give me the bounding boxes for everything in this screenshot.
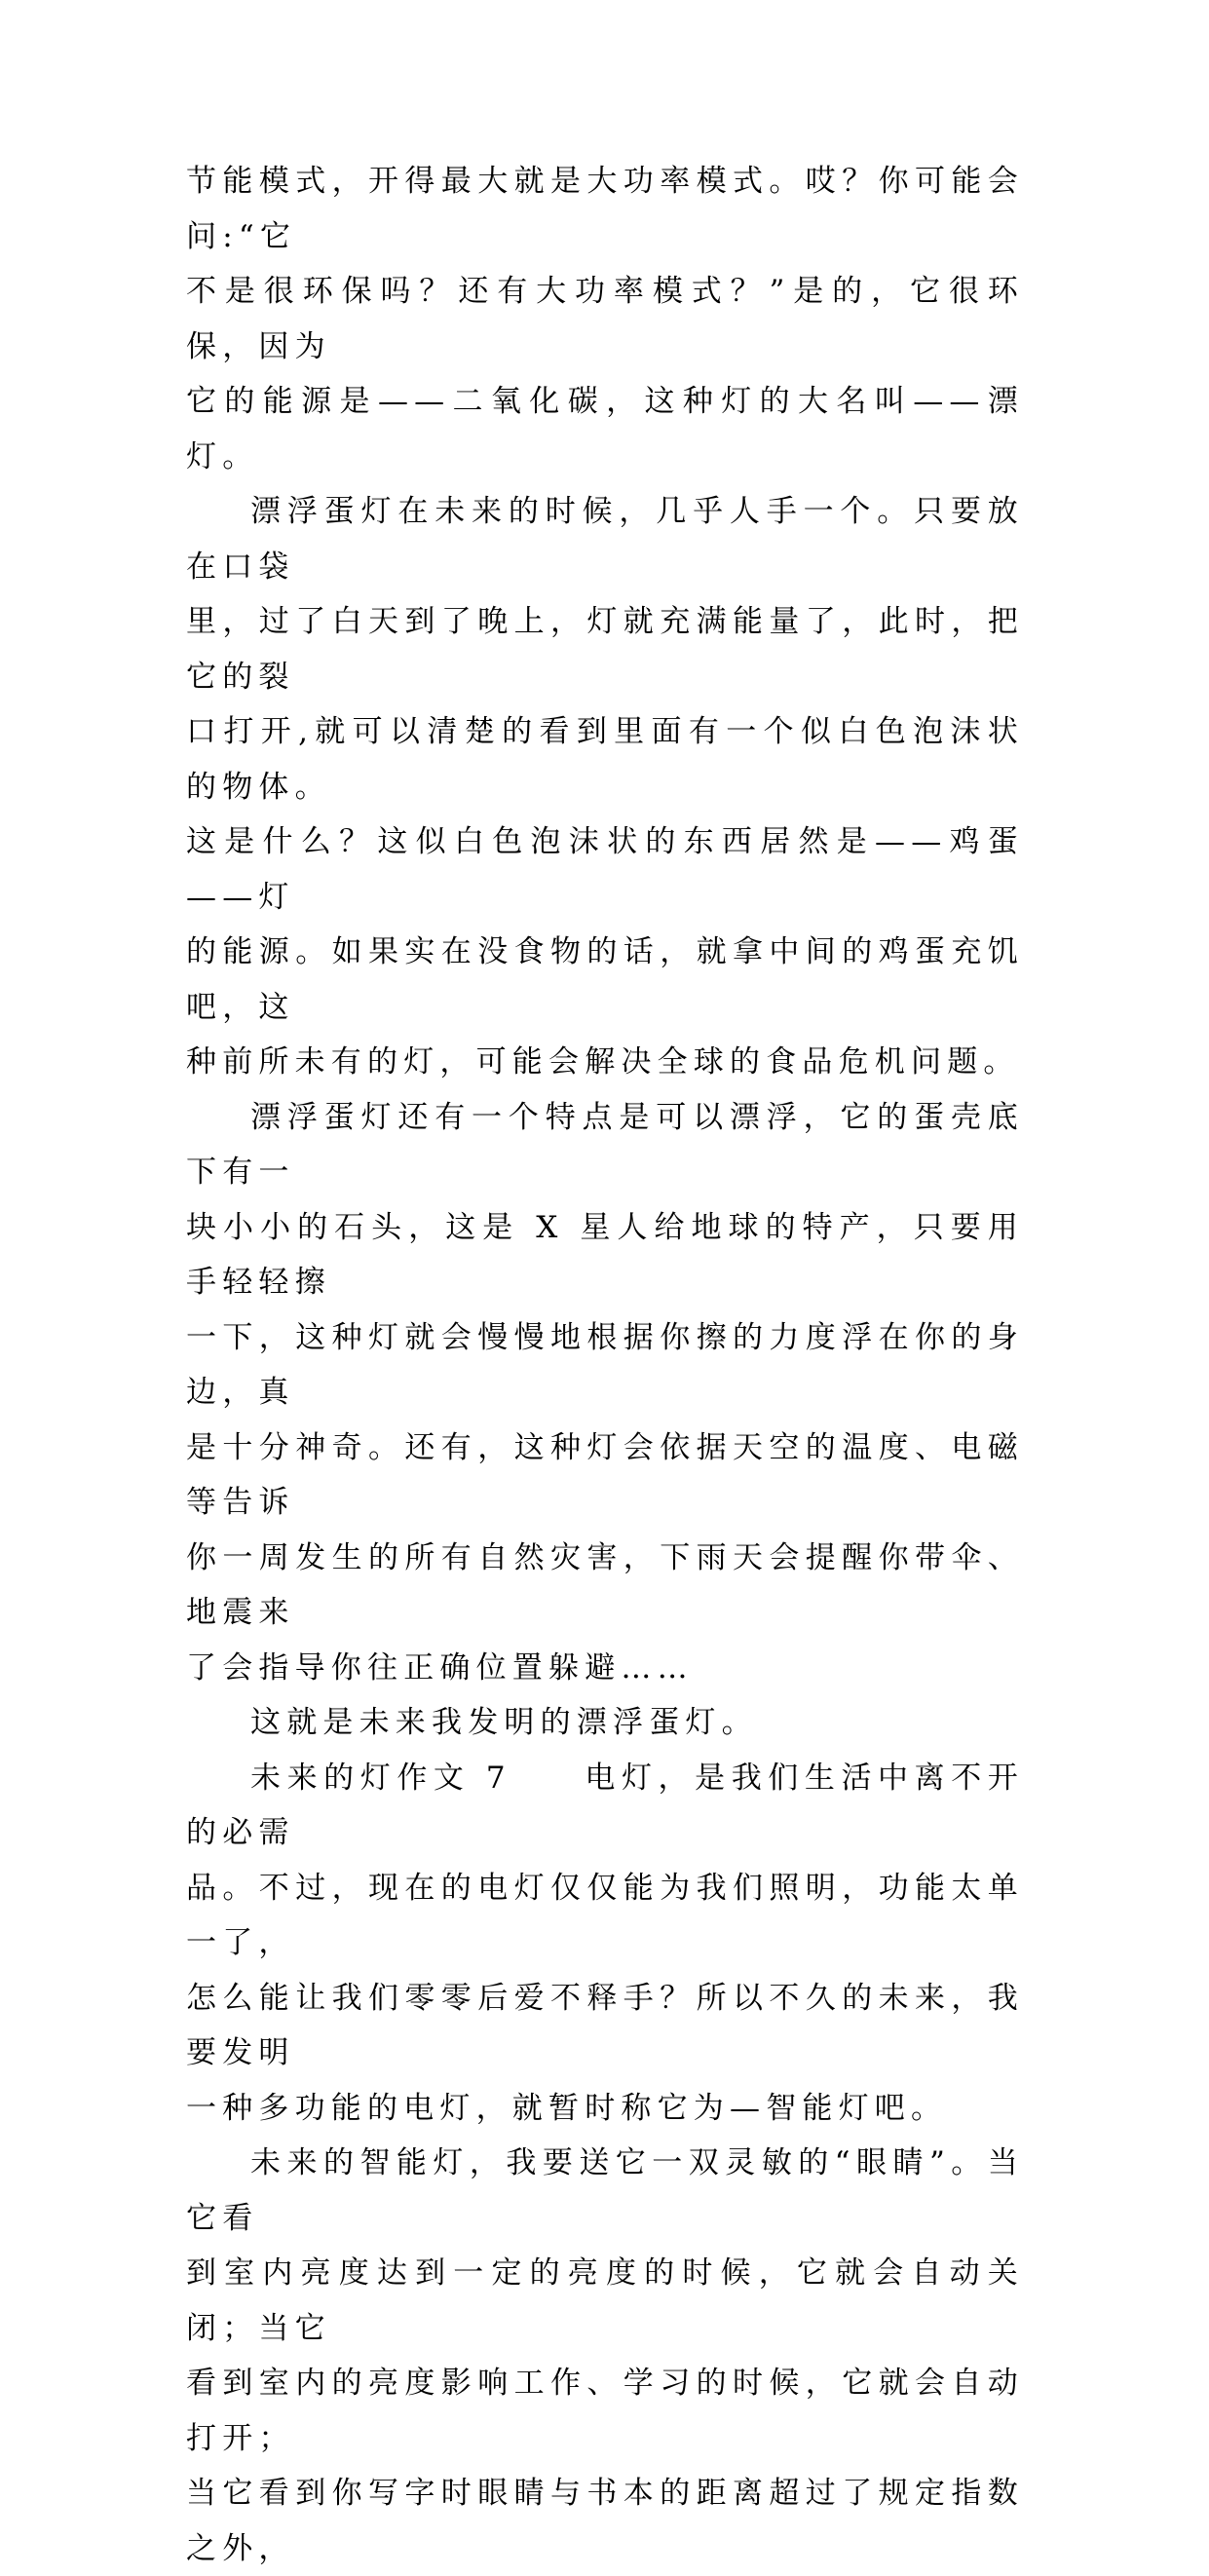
text-line: 的能源。如果实在没食物的话，就拿中间的鸡蛋充饥吧，这 bbox=[186, 934, 1024, 1025]
text-line: 是十分神奇。还有，这种灯会依据天空的温度、电磁等告诉 bbox=[186, 1429, 1024, 1520]
document-body bbox=[186, 154, 1024, 2576]
text-line: 怎么能让我们零零后爱不释手？所以不久的未来，我要发明 bbox=[186, 1980, 1024, 2070]
paragraph-4 bbox=[186, 1695, 1024, 1751]
text-line: 了会指导你往正确位置躲避…… bbox=[186, 1649, 694, 1686]
text-line: 块小小的石头，这是 X 星人给地球的特产，只要用手轻轻擦 bbox=[186, 1209, 1024, 1300]
text-line: 品。不过，现在的电灯仅仅能为我们照明，功能太单一了， bbox=[186, 1870, 1024, 1960]
text-line: 它的能源是——二氧化碳，这种灯的大名叫——漂灯。 bbox=[186, 384, 1024, 474]
text-line: 里，过了白天到了晚上，灯就充满能量了，此时，把它的裂 bbox=[186, 604, 1024, 695]
text-line: 一种多功能的电灯，就暂时称它为—智能灯吧。 bbox=[186, 2090, 948, 2126]
paragraph-1 bbox=[186, 154, 1024, 484]
paragraph-3 bbox=[186, 1090, 1024, 1696]
paragraph-5 bbox=[186, 1751, 1024, 2137]
text-line: 不是很环保吗？还有大功率模式？”是的，它很环保，因为 bbox=[186, 274, 1024, 364]
text-line: 一下，这种灯就会慢慢地根据你擦的力度浮在你的身边，真 bbox=[186, 1319, 1024, 1410]
text-line: 你一周发生的所有自然灾害，下雨天会提醒你带伞、地震来 bbox=[186, 1539, 1024, 1630]
text-line: 漂浮蛋灯还有一个特点是可以漂浮，它的蛋壳底下有一 bbox=[186, 1099, 1024, 1190]
text-line: 种前所未有的灯，可能会解决全球的食品危机问题。 bbox=[186, 1044, 1020, 1080]
text-line: 到室内亮度达到一定的亮度的时候，它就会自动关闭；当它 bbox=[186, 2255, 1024, 2346]
text-line: 这就是未来我发明的漂浮蛋灯。 bbox=[250, 1705, 758, 1740]
text-line: 这是什么？这似白色泡沫状的东西居然是——鸡蛋——灯 bbox=[186, 824, 1024, 915]
text-line: 未来的灯作文 7 电灯，是我们生活中离不开的必需 bbox=[186, 1760, 1024, 1850]
text-line: 当它看到你写字时眼睛与书本的距离超过了规定指数之外， bbox=[186, 2476, 1024, 2566]
paragraph-2 bbox=[186, 484, 1024, 1090]
text-line: 口打开,就可以清楚的看到里面有一个似白色泡沫状的物体。 bbox=[186, 714, 1024, 805]
text-line: 节能模式，开得最大就是大功率模式。哎？你可能会问:“它 bbox=[186, 164, 1024, 254]
text-line: 未来的智能灯，我要送它一双灵敏的“眼睛”。当它看 bbox=[186, 2145, 1024, 2236]
text-line: 漂浮蛋灯在未来的时候，几乎人手一个。只要放在口袋 bbox=[186, 494, 1024, 585]
text-line: 看到室内的亮度影响工作、学习的时候，它就会自动打开； bbox=[186, 2366, 1024, 2456]
paragraph-6 bbox=[186, 2136, 1024, 2576]
